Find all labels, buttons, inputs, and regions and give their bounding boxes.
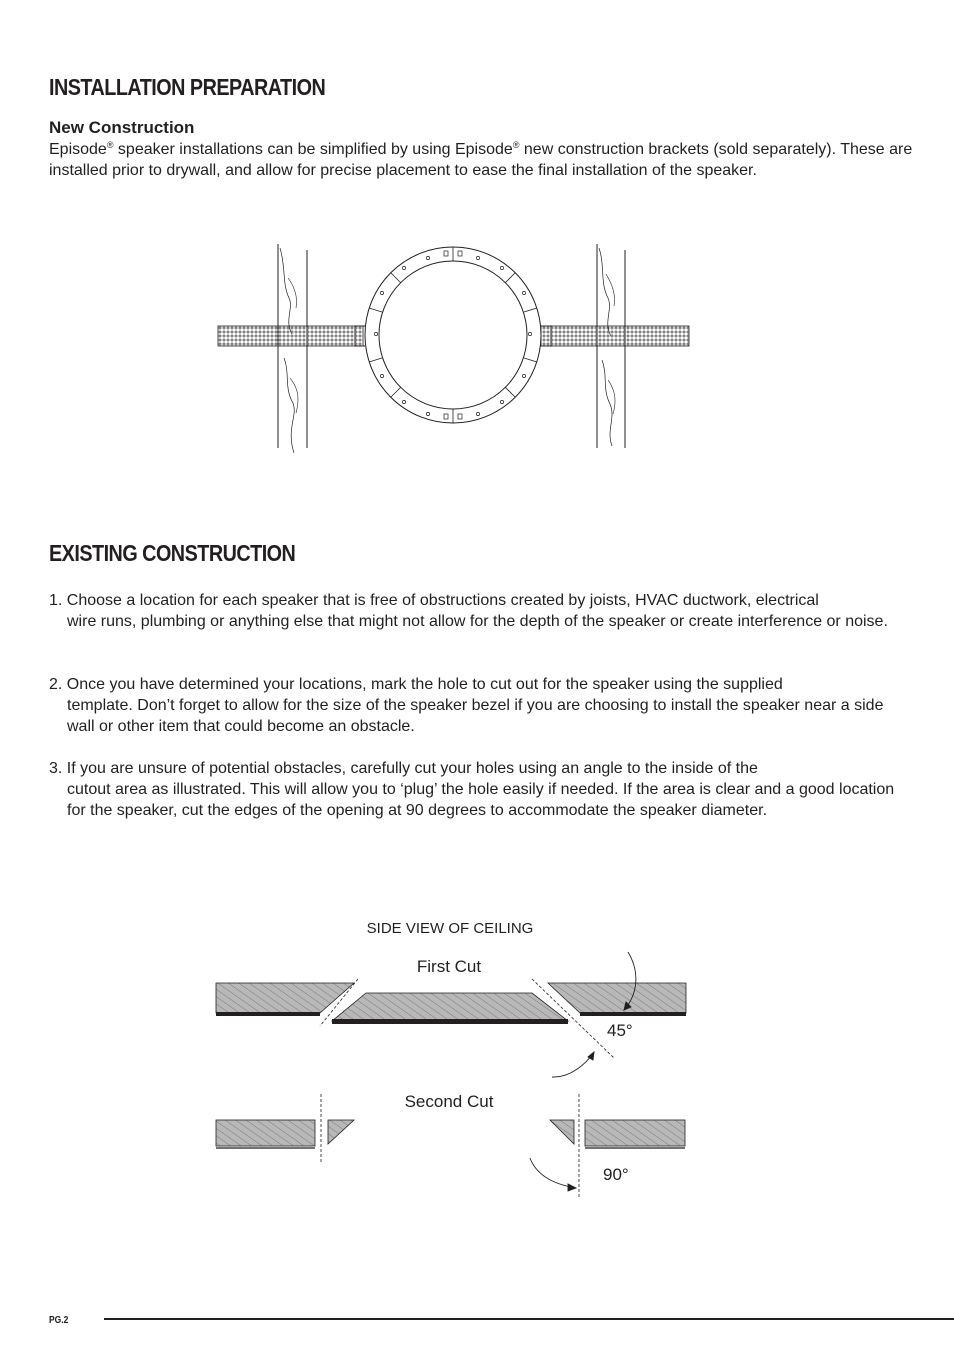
brand-name: Episode bbox=[49, 141, 107, 158]
paragraph-text: new construction brackets (sold separately). These are installed prior to drywall, and allow for precise placement to ease the final installation of the speaker. bbox=[49, 141, 913, 179]
new-construction-bracket-illustration bbox=[214, 238, 694, 458]
paragraph-text: speaker installations can be simplified by using Episode bbox=[113, 141, 513, 158]
first-cut-board bbox=[216, 979, 686, 1058]
item-number: 1. bbox=[49, 592, 67, 609]
instruction-item-1 bbox=[49, 590, 909, 632]
second-cut-angle-arrow bbox=[530, 1158, 576, 1191]
speaker-ring bbox=[355, 247, 551, 423]
item-text-continued: wire runs, plumbing or anything else that might not allow for the depth of the speaker or create interference or noise. bbox=[67, 613, 888, 630]
instruction-item-2 bbox=[49, 674, 909, 737]
second-cut-label: Second Cut bbox=[404, 1092, 494, 1111]
second-cut-angle: 90° bbox=[603, 1165, 629, 1184]
page-number: PG.2 bbox=[49, 1315, 69, 1326]
instruction-item-3 bbox=[49, 758, 909, 821]
item-text: Choose a location for each speaker that is free of obstructions created by joists, HVAC ductwork, electrical bbox=[66, 592, 819, 609]
section-heading-installation-preparation: INSTALLATION PREPARATION bbox=[49, 74, 326, 100]
item-text: If you are unsure of potential obstacles, carefully cut your holes using an angle to the inside of the bbox=[66, 760, 758, 777]
new-construction-paragraph bbox=[49, 139, 919, 181]
registered-mark: ® bbox=[106, 140, 114, 150]
subheading-new-construction: New Construction bbox=[49, 118, 195, 137]
ceiling-side-view-diagram bbox=[210, 912, 700, 1202]
item-number: 3. bbox=[49, 760, 67, 777]
item-text-continued: cutout area as illustrated. This will allow you to ‘plug’ the hole easily if needed. If the area is clear and a good location for the speaker, cut the edges of the opening at 90 degrees to accommodate the speaker diameter. bbox=[67, 781, 895, 819]
section-heading-existing-construction: EXISTING CONSTRUCTION bbox=[49, 540, 296, 566]
first-cut-label: First Cut bbox=[416, 957, 482, 976]
item-text: Once you have determined your locations, mark the hole to cut out for the speaker using the supplied bbox=[66, 676, 783, 693]
right-bracket-rail bbox=[541, 326, 689, 346]
registered-mark: ® bbox=[512, 140, 520, 150]
left-stud bbox=[278, 244, 307, 453]
item-number: 2. bbox=[49, 676, 67, 693]
first-cut-angle: 45° bbox=[607, 1021, 633, 1040]
footer-divider bbox=[104, 1318, 954, 1320]
item-text-continued: template. Don’t forget to allow for the size of the speaker bezel if you are choosing to install the speaker near a side wall or other item that could become an obstacle. bbox=[67, 697, 884, 735]
diagram-title: SIDE VIEW OF CEILING bbox=[366, 920, 534, 937]
left-bracket-rail bbox=[218, 326, 363, 346]
